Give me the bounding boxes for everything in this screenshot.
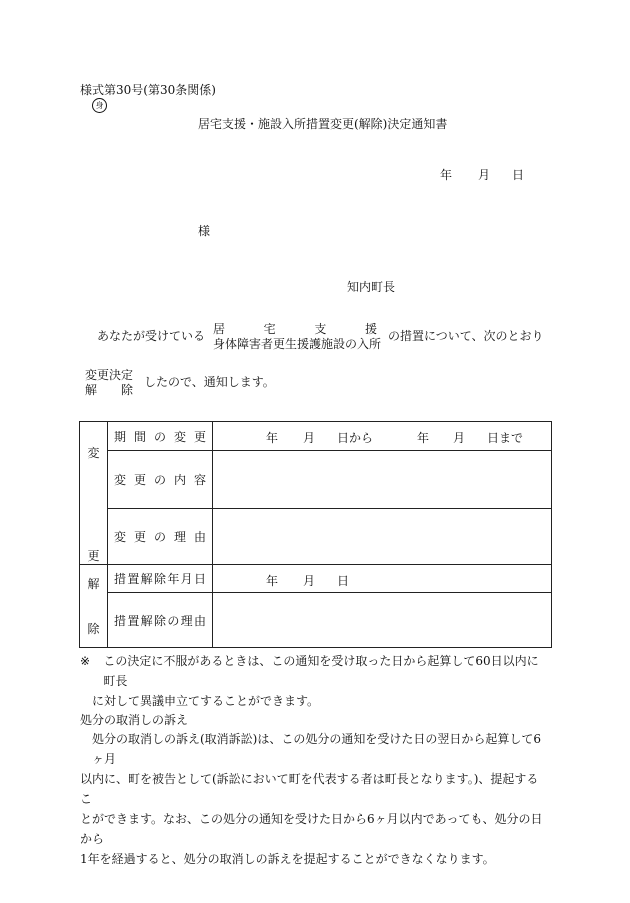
period-label: 期 間 の 変 更 — [108, 422, 213, 451]
period-value[interactable]: 年 月 日から 年 月 日まで — [213, 422, 552, 451]
cancel-reason-label: 措 置 解 除 の 理 由 — [108, 593, 213, 648]
cancel-reason-value[interactable] — [213, 593, 552, 648]
cancel-date-label: 措 置 解 除 年 月 日 — [108, 565, 213, 593]
cancel-group-cell: 解 除 — [80, 565, 108, 648]
reason-label: 変 更 の 理 由 — [108, 509, 213, 565]
decision-change: 変更決定 — [85, 368, 134, 382]
mid-text: の措置について、次のとおり — [388, 329, 544, 343]
seal-mark-icon: 身 — [92, 98, 107, 113]
content-value[interactable] — [213, 451, 552, 509]
date-day: 日 — [512, 168, 525, 182]
change-group-cell: 変 更 — [80, 422, 108, 565]
change-cancel-table — [79, 421, 552, 648]
addressee-suffix: 様 — [198, 224, 211, 238]
document-title: 居宅支援・施設入所措置変更(解除)決定通知書 — [198, 117, 448, 131]
revocation-body: 処分の取消しの訴え(取消訴訟)は、この処分の通知を受けた日の翌日から起算して6ヶ月 以内に、町を被告として(訴訟において町を代表する者は町長となります。)、提起するこ とができます。なお、この処分の通知を受けた日から6ヶ月以内であっても、処分の日から 1年を経過すると、処分の取消しの訴えを提起することができなくなります。 — [80, 732, 543, 866]
cancel-date-value[interactable]: 年 月 日 — [213, 565, 552, 593]
note-mark: ※ — [80, 654, 91, 668]
form-number: 様式第30号(第30条関係) — [80, 83, 216, 97]
option-facility-admission: 身体障害者更生援護施設の入所 — [213, 337, 382, 351]
appeal-note: ※ この決定に不服があるときは、この通知を受け取った日から起算して60日以内に町長 に対して異議申立てすることができます。 — [80, 651, 550, 711]
decision-cancel: 解 除 — [85, 383, 133, 397]
option-residential-support: 居 宅 支 援 — [213, 322, 377, 336]
date-year: 年 — [440, 168, 453, 182]
sender-name: 知内町長 — [347, 280, 396, 294]
revocation-heading: 処分の取消しの訴え — [80, 713, 189, 727]
intro-text: あなたが受けている — [97, 329, 206, 343]
end-text: したので、通知します。 — [144, 375, 275, 389]
reason-value[interactable] — [213, 509, 552, 565]
date-month: 月 — [478, 168, 491, 182]
content-label: 変 更 の 内 容 — [108, 451, 213, 509]
